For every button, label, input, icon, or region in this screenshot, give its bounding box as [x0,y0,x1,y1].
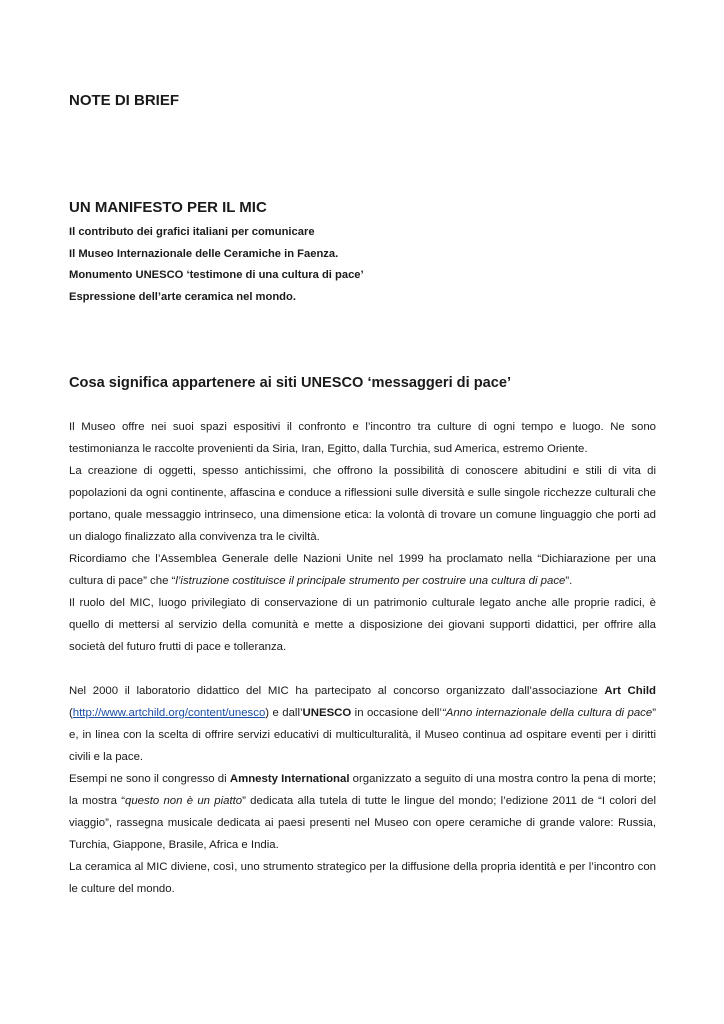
body-block-2 [69,680,656,900]
manifesto-title: UN MANIFESTO PER IL MIC [69,199,267,216]
text-run: Esempi ne sono il congresso di [69,773,230,785]
body-block-1 [69,416,656,658]
text-run: ) e dall’ [265,707,303,719]
paragraph: La creazione di oggetti, spesso antichissimi, che offrono la possibilità di conoscere abitudini e stili di vita di popolazioni da ogni continente, affascina e conduce a riflessioni sulle diversità e sulle singole ricchezze culturali che portano, quale messaggio intrinseco, una dimensione etica: la volontà di trovare un comune linguaggio che porti ad un dialogo finalizzato alla convivenza tra le civiltà. [69,465,656,543]
text-run: ” e, in linea con la scelta di offrire servizi educativi di multiculturalità, il Museo continua ad ospitare eventi per i diritti civili e la pace. [69,707,656,763]
org-art-child: Art Child [604,685,656,697]
org-unesco: UNESCO [302,707,352,719]
note-title: NOTE DI BRIEF [69,92,180,109]
section-title: Cosa significa appartenere ai siti UNESCO ‘messaggeri di pace’ [69,375,512,391]
text-run: ” dedicata alla tutela di tutte le lingue del mondo; l’edizione 2011 de “I colori del viaggio”, rassegna musicale dedicata ai paesi presenti nel Museo con opere ceramiche di grande valore: Russia, Turchia, Giappone, Brasile, Africa e India. [69,795,657,851]
manifesto-subtitle [69,222,364,308]
text-run: ”. [565,575,573,587]
text-run: Nel 2000 il laboratorio didattico del MIC ha partecipato al concorso organizzato dall’associazione [69,685,605,697]
paragraph: Il ruolo del MIC, luogo privilegiato di conservazione di un patrimonio culturale legato anche alle proprie radici, è quello di mettersi al servizio della comunità e mette a disposizione dei giovani supporti didattici, per offrire alla società del futuro frutti di pace e tolleranza. [69,597,656,653]
text-run: in occasione dell’ [351,707,442,719]
paragraph: La ceramica al MIC diviene, così, uno strumento strategico per la diffusione della propria identità e per l’incontro con le culture del mondo. [69,861,656,895]
paragraph [69,768,656,856]
quote: l’istruzione costituisce il principale strumento per costruire una cultura di pace [175,575,566,587]
paragraph [69,680,656,768]
manifesto-line: Il contributo dei grafici italiani per comunicare [69,226,315,238]
manifesto-line: Monumento UNESCO ‘testimone di una cultura di pace’ [69,269,364,281]
text-run: organizzato a seguito di una mostra contro la pena di morte; la mostra “ [69,773,657,807]
manifesto-line: Il Museo Internazionale delle Ceramiche in Faenza. [69,247,339,260]
quote: questo non è un piatto [125,795,243,807]
manifesto-line: Espressione dell’arte ceramica nel mondo. [69,290,296,303]
quote: “Anno internazionale della cultura di pace [441,707,653,719]
text-run: Ricordiamo che l’Assemblea Generale delle Nazioni Unite nel 1999 ha proclamato nella “Dichiarazione per una cultura di pace” che “ [69,553,656,587]
org-amnesty: Amnesty International [229,773,350,785]
paragraph: Il Museo offre nei suoi spazi espositivi il confronto e l’incontro tra culture di ogni tempo e luogo. Ne sono testimonianza le raccolte provenienti da Siria, Iran, Egitto, dalla Turchia, sud America, estremo Oriente. [69,421,656,455]
artchild-link[interactable]: http://www.artchild.org/content/unesco [72,707,266,719]
paragraph [69,548,656,592]
text-run: ( [69,707,73,719]
